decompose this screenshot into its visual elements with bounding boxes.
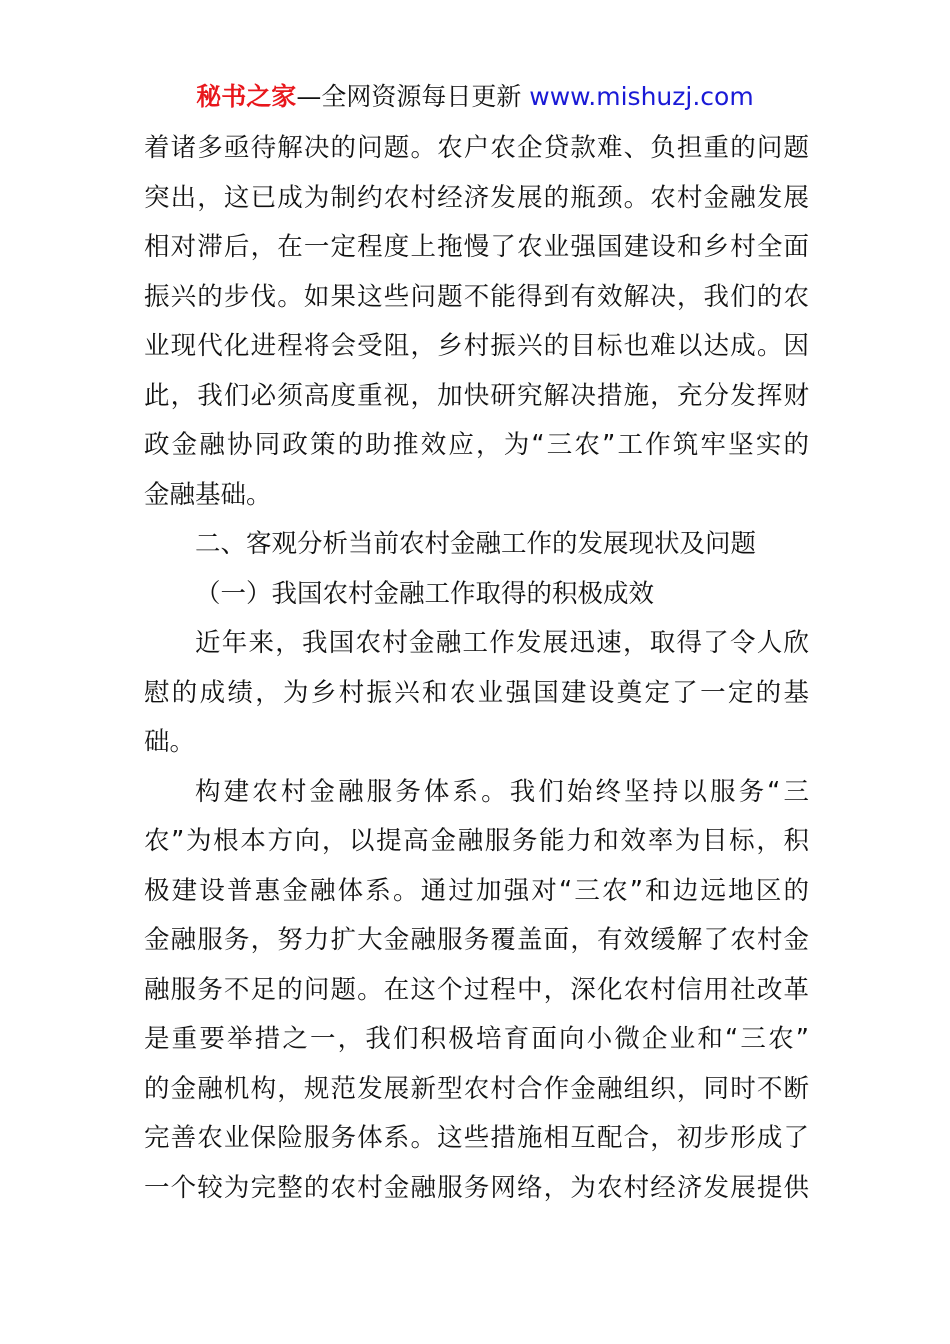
text-line: 此，我们必须高度重视，加快研究解决措施，充分发挥财 [144, 380, 809, 411]
text-line: 政金融协同政策的助推效应，为“三农”工作筑牢坚实的 [144, 430, 809, 460]
text-line: 础。 [144, 727, 196, 757]
text-line: 构建农村金融服务体系。我们始终坚持以服务“三 [195, 776, 809, 807]
page-header [0, 80, 950, 114]
text-line: 完善农业保险服务体系。这些措施相互配合，初步形成了 [144, 1123, 809, 1153]
text-line: 极建设普惠金融体系。通过加强对“三农”和边远地区的 [144, 875, 809, 906]
section-heading: 二、客观分析当前农村金融工作的发展现状及问题 [195, 529, 757, 559]
header-url-link[interactable]: www.mishuzj.com [529, 82, 754, 111]
text-line: 业现代化进程将会受阻，乡村振兴的目标也难以达成。因 [144, 331, 809, 361]
text-line: 的金融机构，规范发展新型农村合作金融组织，同时不断 [144, 1073, 809, 1104]
header-brand: 秘书之家 [196, 82, 297, 111]
header-tagline: —全网资源每日更新 [296, 82, 530, 111]
text-line: 金融基础。 [144, 479, 272, 510]
text-line: 相对滞后，在一定程度上拖慢了农业强国建设和乡村全面 [144, 232, 809, 262]
subsection-heading: （一）我国农村金融工作取得的积极成效 [195, 578, 655, 609]
document-body [144, 124, 809, 1213]
text-line: 融服务不足的问题。在这个过程中，深化农村信用社改革 [144, 974, 809, 1005]
text-line: 是重要举措之一，我们积极培育面向小微企业和“三农” [144, 1024, 809, 1054]
text-line: 一个较为完整的农村金融服务网络，为农村经济发展提供 [144, 1172, 809, 1203]
text-line: 金融服务，努力扩大金融服务覆盖面，有效缓解了农村金 [144, 925, 809, 955]
text-line: 农”为根本方向，以提高金融服务能力和效率为目标，积 [144, 826, 809, 856]
text-line: 突出，这已成为制约农村经济发展的瓶颈。农村金融发展 [144, 182, 809, 213]
text-line: 振兴的步伐。如果这些问题不能得到有效解决，我们的农 [144, 281, 809, 312]
text-line: 着诸多亟待解决的问题。农户农企贷款难、负担重的问题 [144, 133, 809, 163]
text-line: 近年来，我国农村金融工作发展迅速，取得了令人欣 [195, 628, 809, 658]
text-line: 慰的成绩，为乡村振兴和农业强国建设奠定了一定的基 [144, 677, 809, 708]
